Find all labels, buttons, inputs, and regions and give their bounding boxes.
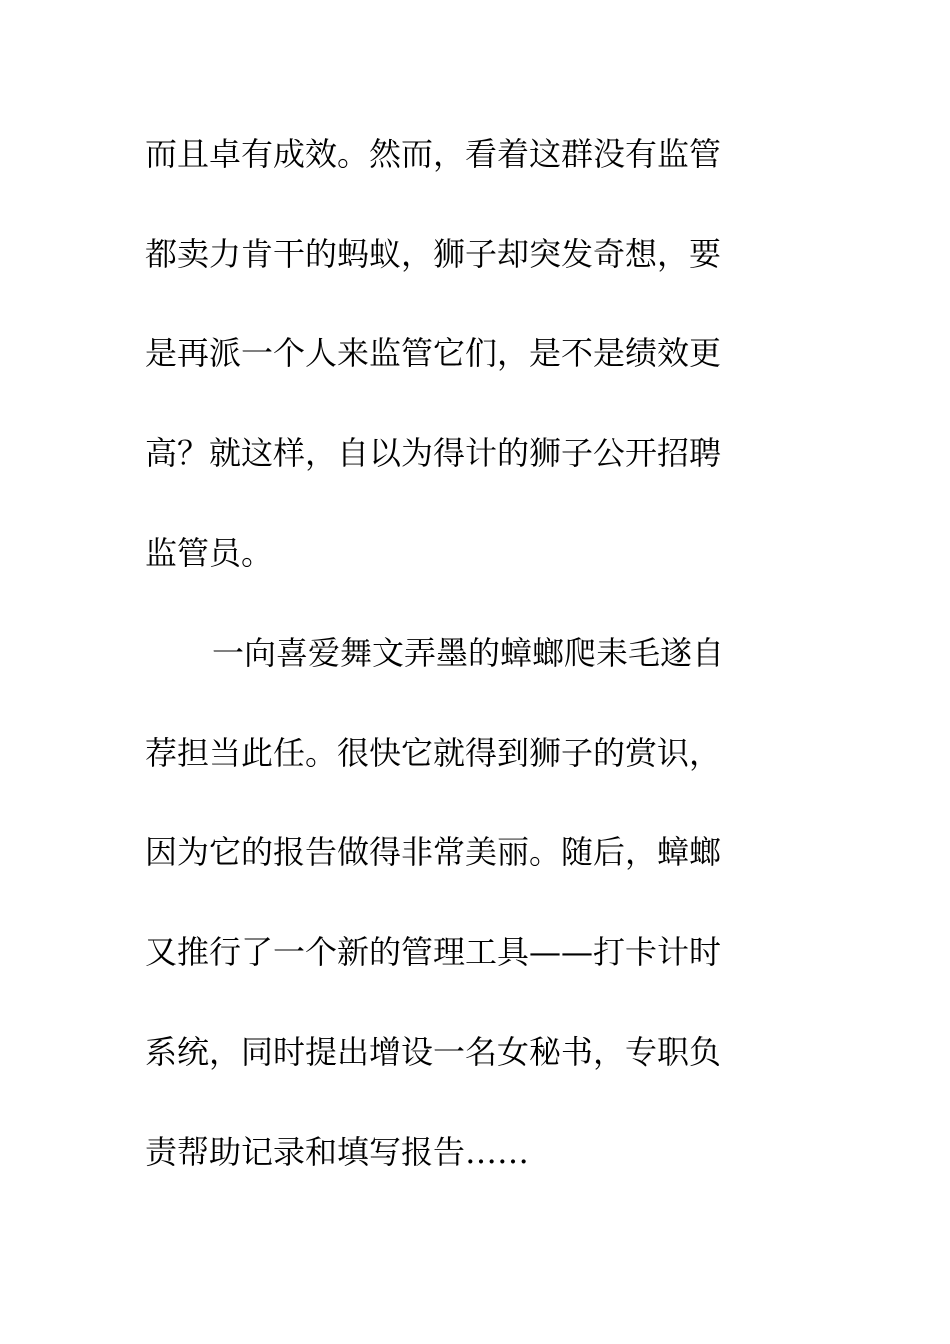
paragraph-2-line-2: 荐担当此任。很快它就得到狮子的赏识， <box>145 734 722 772</box>
paragraph-2-line-3: 因为它的报告做得非常美丽。随后，蟑螂 <box>145 833 722 871</box>
paragraph-1-line-3: 是再派一个人来监管它们，是不是绩效更 <box>145 334 722 372</box>
paragraph-2-line-4: 又推行了一个新的管理工具——打卡计时 <box>145 933 722 971</box>
paragraph-2-line-5: 系统，同时提出增设一名女秘书，专职负 <box>145 1033 722 1071</box>
paragraph-1-line-5: 监管员。 <box>145 534 274 572</box>
paragraph-2-line-1: 一向喜爱舞文弄墨的蟑螂爬耒毛遂自 <box>212 634 725 672</box>
paragraph-1-line-4: 高？就这样，自以为得计的狮子公开招聘 <box>145 434 722 472</box>
paragraph-2-line-6: 责帮助记录和填写报告…… <box>145 1133 530 1171</box>
paragraph-1-line-2: 都卖力肯干的蚂蚁，狮子却突发奇想，要 <box>145 235 722 273</box>
paragraph-1-line-1: 而且卓有成效。然而，看着这群没有监管 <box>145 135 722 173</box>
